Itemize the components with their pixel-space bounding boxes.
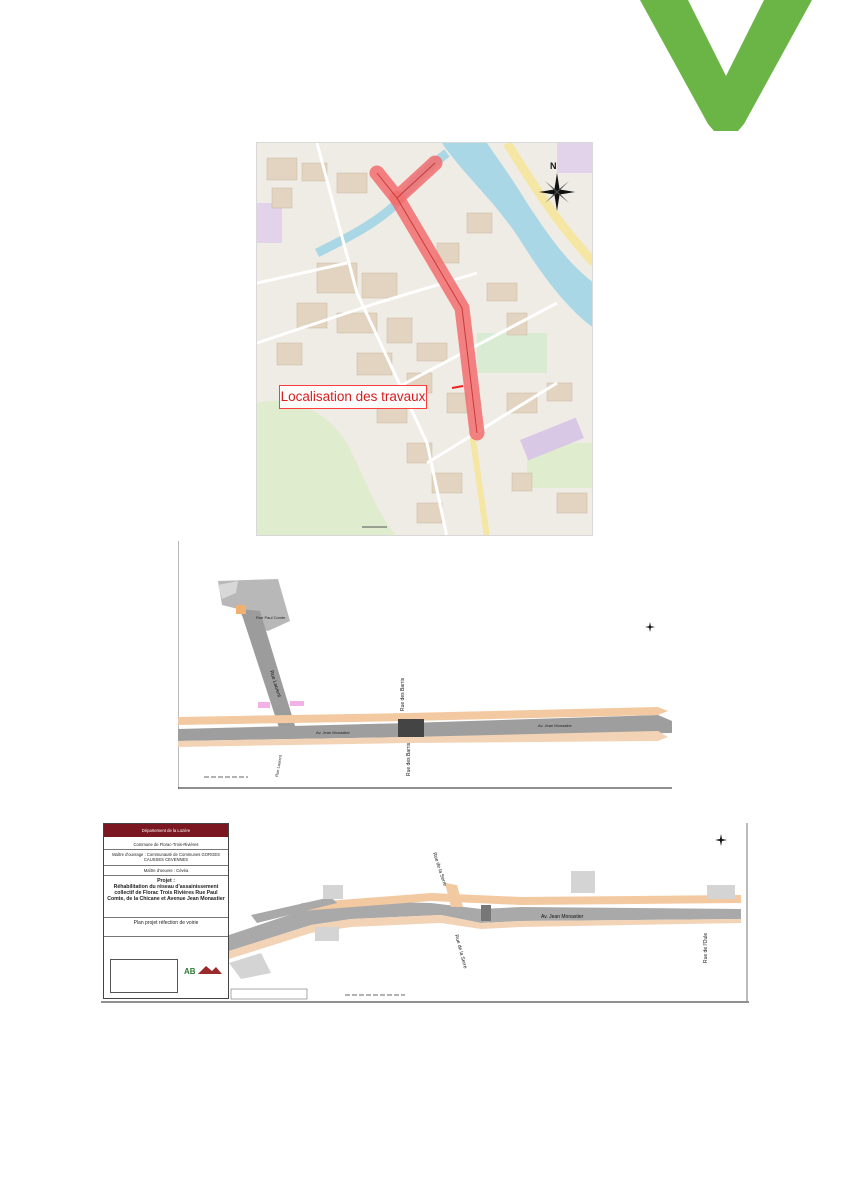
- svg-text:Av. Jean Monastier: Av. Jean Monastier: [316, 730, 350, 735]
- svg-text:Av. Jean Monastier: Av. Jean Monastier: [538, 723, 572, 728]
- svg-text:Rue Laurent: Rue Laurent: [274, 754, 283, 778]
- north-arrow-icon: [535, 161, 579, 215]
- department: Département de la Lozère: [141, 828, 191, 833]
- svg-text:Rue Paul Comte: Rue Paul Comte: [256, 615, 286, 620]
- svg-text:Rue des Barris: Rue des Barris: [400, 677, 406, 711]
- svg-text:Rue de la Serre: Rue de la Serre: [431, 851, 448, 887]
- commune: Commune de Florac-Trois-Rivières: [133, 842, 199, 847]
- plan-detail: [101, 823, 749, 1003]
- revision-table: [110, 959, 178, 993]
- moa: Maître d'ouvrage : Communauté de Communes GORGES CAUSSES CEVENNES: [112, 852, 220, 862]
- plan-overview: [178, 541, 672, 789]
- svg-text:Av. Jean Monastier: Av. Jean Monastier: [541, 914, 584, 920]
- north-arrow-detail-icon: [715, 834, 727, 846]
- logo: [640, 0, 812, 132]
- works-location-label: Localisation des travaux: [279, 385, 427, 409]
- company-logo: AB: [184, 967, 196, 976]
- svg-text:Rue Laurent: Rue Laurent: [268, 669, 282, 698]
- v-logo-icon: [640, 0, 812, 132]
- company-mountain-icon: [198, 964, 222, 974]
- svg-text:Rue de l'Oule: Rue de l'Oule: [703, 932, 709, 963]
- location-map: [256, 142, 593, 536]
- project-label: Projet :: [157, 878, 175, 884]
- project-title: Réhabilitation du réseau d'assainissement collectif de Florac Trois Rivières Rue Paul Comte, de la Chicane et Avenue Jean Monastier: [107, 884, 225, 902]
- plan-title: Plan projet réfection de voirie: [133, 920, 199, 926]
- north-arrow-small-icon: [645, 622, 655, 632]
- svg-text:Rue des Barris: Rue des Barris: [406, 742, 412, 776]
- moe: Maître d'oeuvre : Cévéa: [143, 868, 189, 873]
- title-block: [103, 823, 229, 999]
- north-label: N: [550, 161, 557, 171]
- svg-text:Rue de la Serre: Rue de la Serre: [453, 933, 468, 970]
